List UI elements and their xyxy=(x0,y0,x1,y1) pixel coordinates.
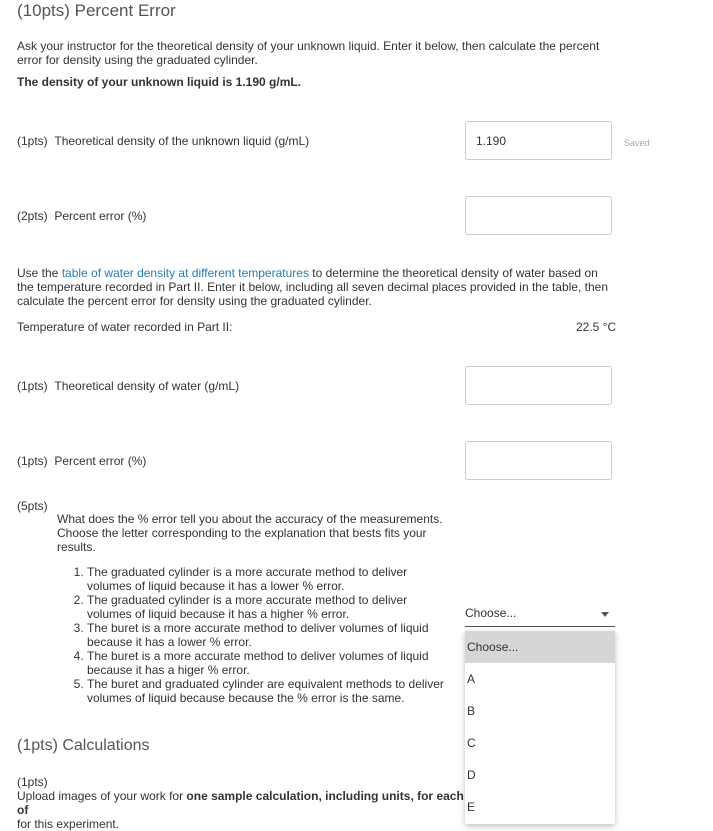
water-instructions-before: Use the xyxy=(17,266,62,280)
dropdown-option-a[interactable]: A xyxy=(467,672,476,686)
dropdown-option-c[interactable]: C xyxy=(467,736,476,750)
upload-text-before: Upload images of your work for xyxy=(17,789,187,803)
q1-label xyxy=(17,134,309,148)
dropdown-option-b[interactable]: B xyxy=(467,704,476,718)
q3-label xyxy=(17,379,239,393)
water-density-table-link[interactable]: table of water density at different temperatures xyxy=(61,266,309,280)
dropdown-option-e[interactable]: E xyxy=(467,800,476,814)
saved-status: Saved xyxy=(624,138,650,148)
q3-label-text: Theoretical density of water (g/mL) xyxy=(54,379,240,393)
calculations-title: (1pts) Calculations xyxy=(17,737,150,754)
q5-options-list xyxy=(57,565,447,705)
list-item: 1. The graduated cylinder is a more accurate method to deliver volumes of liquid because it has a lower % error. xyxy=(87,565,447,593)
percent-error-unknown-input[interactable] xyxy=(465,196,612,235)
water-instructions-after: to determine the theoretical density of water based on the temperature recorded in Part II. Enter it below, including all seven decimal places provided in the table, then calculate the percent error for density using the graduated cylinder. xyxy=(17,266,609,308)
q4-label-text: Percent error (%) xyxy=(54,454,147,468)
q4-points: (1pts) xyxy=(17,454,48,468)
chevron-down-icon xyxy=(601,612,609,617)
dropdown-option-d[interactable]: D xyxy=(467,768,476,782)
section-title: (10pts) Percent Error xyxy=(17,1,176,20)
calculations-points: (1pts) xyxy=(17,775,48,789)
q1-label-text: Theoretical density of the unknown liquid (g/mL) xyxy=(54,134,310,148)
upload-text-bold: one sample calculation, including units, for each of xyxy=(17,789,464,817)
answer-dropdown-menu xyxy=(465,631,615,824)
theoretical-density-water-input[interactable] xyxy=(465,366,612,405)
q3-points: (1pts) xyxy=(17,379,48,393)
q2-points: (2pts) xyxy=(17,209,48,223)
upload-text-after: for this experiment. xyxy=(17,817,120,831)
q2-label xyxy=(17,209,146,223)
temperature-value: 22.5 °C xyxy=(576,320,617,334)
list-item: 2. The graduated cylinder is a more accurate method to deliver volumes of liquid because it has a higher % error. xyxy=(87,593,447,621)
answer-select-value: Choose... xyxy=(465,606,517,620)
q2-label-text: Percent error (%) xyxy=(54,209,147,223)
percent-error-water-input[interactable] xyxy=(465,441,612,480)
theoretical-density-unknown-input[interactable]: 1.190 xyxy=(465,121,612,160)
list-item: 5. The buret and graduated cylinder are equivalent methods to deliver volumes of liquid because because the % error is the same. xyxy=(87,677,447,705)
q4-label xyxy=(17,454,146,468)
dropdown-option-choose[interactable]: Choose... xyxy=(465,631,615,663)
q5-points: (5pts) xyxy=(17,499,48,513)
q1-points: (1pts) xyxy=(17,134,48,148)
q5-question: What does the % error tell you about the accuracy of the measurements. Choose the letter corresponding to the explanation that bests fits your results. xyxy=(57,512,443,554)
intro-text: Ask your instructor for the theoretical density of your unknown liquid. Enter it below, then calculate the percent error for density using the graduated cylinder. xyxy=(17,39,600,67)
list-item: 3. The buret is a more accurate method to deliver volumes of liquid because it has a lower % error. xyxy=(87,621,447,649)
list-item: 4. The buret is a more accurate method to deliver volumes of liquid because it has a higer % error. xyxy=(87,649,447,677)
water-instructions xyxy=(17,266,612,308)
calculations-upload-text xyxy=(17,789,467,831)
answer-select[interactable] xyxy=(465,600,615,627)
temperature-label: Temperature of water recorded in Part II: xyxy=(17,320,233,334)
intro-bold-line: The density of your unknown liquid is 1.190 g/mL. xyxy=(17,75,302,89)
